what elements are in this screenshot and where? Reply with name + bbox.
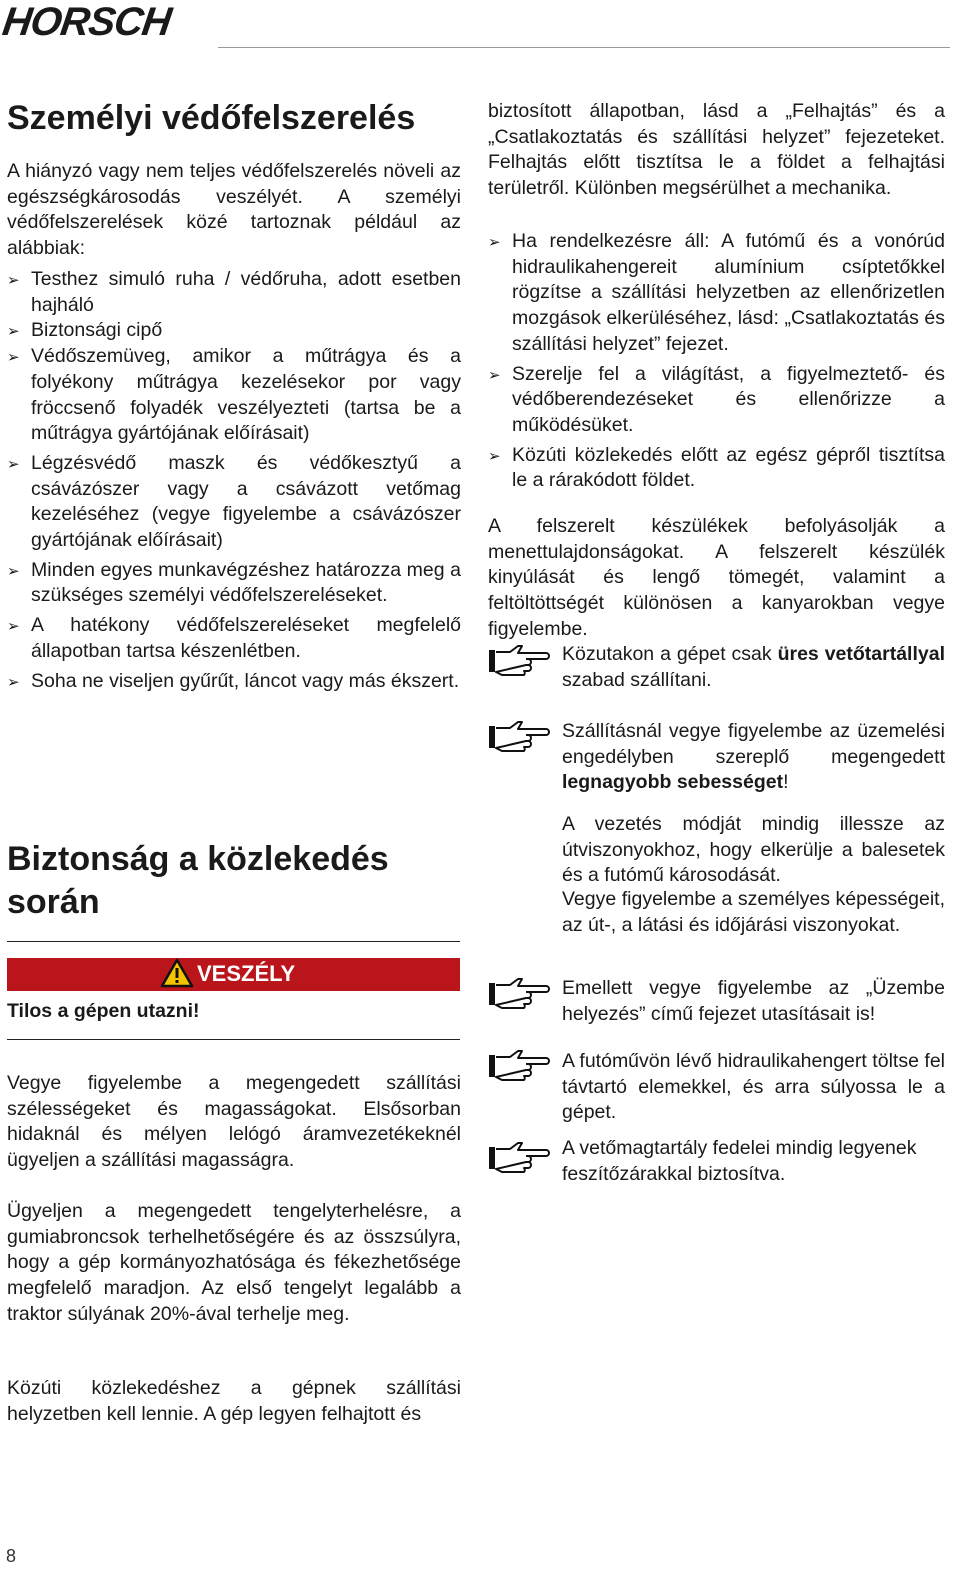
arrow-icon: ➢ <box>7 562 20 580</box>
hint-driving-style: A vezetés módját mindig illessze az útviszonyokhoz, hogy elkerülje a balesetek és a futómű károsodását. <box>562 813 945 887</box>
list-item: ➢ A hatékony védőfelszereléseket megfelelő állapotban tartsa készenlétben. <box>7 614 461 662</box>
danger-bottom-rule <box>7 1039 460 1040</box>
hint-personal-abilities: Vegye figyelembe a személyes képességeit, az út-, a látási és időjárási viszonyokat. <box>562 888 945 936</box>
pointing-hand-icon <box>488 1049 550 1083</box>
hint-max-speed: Szállításnál vegye figyelembe az üzemelési engedélyben szereplő megengedett legnagyobb sebességet! <box>562 720 945 794</box>
arrow-icon: ➢ <box>488 366 501 384</box>
list-item: ➢ Védőszemüveg, amikor a műtrágya és a folyékony műtrágya kezelésekor por vagy fröccsenő folyadék veszélyezteti (tartsa be a műtrágya gyártójának előírásait) <box>7 345 461 445</box>
heading-traffic-line2: során <box>7 883 100 921</box>
list-item: ➢ Szerelje fel a világítást, a figyelmeztető- és védőberendezéseket és ellenőrizze a működésüket. <box>488 362 945 436</box>
paragraph-dimensions: Vegye figyelembe a megengedett szállítási szélességeket és magasságokat. Elsősorban hidaknál és mélyen lelógó áramvezetékeknél ügyeljen a szállítási magasságra. <box>7 1072 461 1172</box>
paragraph-handling: A felszerelt készülékek befolyásolják a menettulajdonságokat. A felszerelt készülék kinyúlását és lengő tömegét, valamint a feltöltöttségét különösen a kanyarokban vegye figyelembe. <box>488 515 945 640</box>
heading-ppe: Személyi védőfelszerelés <box>7 99 416 137</box>
ppe-list <box>7 267 461 694</box>
pointing-hand-icon <box>488 977 550 1011</box>
hint-empty-tank: Közutakon a gépet csak üres vetőtartállyal szabad szállítani. <box>562 643 945 691</box>
danger-text: Tilos a gépen utazni! <box>7 1000 200 1022</box>
right-continuation: biztosított állapotban, lásd a „Felhajtás” és a „Csatlakoztatás és szállítási helyzet” fejezeteket. Felhajtás előtt tisztítsa le a földet a felhajtási területről. Különben megsérülhet a mechanika. <box>488 100 945 200</box>
horsch-logo: HORSCH <box>0 0 174 44</box>
pointing-hand-icon <box>488 1141 550 1175</box>
hint-seed-tank-lids: A vetőmagtartály fedelei mindig legyenek feszítőzárakkal biztosítva. <box>562 1137 917 1185</box>
arrow-icon: ➢ <box>7 349 20 367</box>
heading-traffic-line1: Biztonság a közlekedés <box>7 840 389 878</box>
list-item: ➢ Ha rendelkezésre áll: A futómű és a vonórúd hidraulikahengereit alumínium csíptetőkkel rögzítse a szállítási helyzetben az ellenőrizetlen mozgások elkerüléséhez, lásd: „Csatlakoztatás és szállítási helyzet” fejezet. <box>488 230 945 355</box>
arrow-icon: ➢ <box>488 447 501 465</box>
paragraph-axle-load: Ügyeljen a megengedett tengelyterhelésre, a gumiabroncsok terhelhetőségére és az összsúlyra, hogy a gép kormányozhatósága és fékezhetősége megfelelő maradjon. Az első tengelyt legalább a traktor súlyának 20%-ával terhelje meg. <box>7 1200 461 1325</box>
arrow-icon: ➢ <box>7 323 20 341</box>
pointing-hand-icon <box>488 644 550 678</box>
hint-hydraulic-spacers: A futóművön lévő hidraulikahengert töltse fel távtartó elemekkel, és arra súlyossa le a gépet. <box>562 1050 945 1124</box>
page-number: 8 <box>6 1546 17 1566</box>
paragraph-transport-position: Közúti közlekedéshez a gépnek szállítási helyzetben kell lennie. A gép legyen felhajtott és <box>7 1377 461 1425</box>
arrow-icon: ➢ <box>488 234 501 251</box>
arrow-icon: ➢ <box>7 673 20 691</box>
list-item: ➢ Közúti közlekedés előtt az egész gépről tisztítsa le a rárakódott földet. <box>488 443 945 492</box>
warning-triangle-icon <box>160 958 194 988</box>
arrow-icon: ➢ <box>7 272 20 289</box>
transport-list <box>488 229 945 494</box>
arrow-icon: ➢ <box>7 455 20 473</box>
arrow-icon: ➢ <box>7 618 20 636</box>
ppe-intro: A hiányzó vagy nem teljes védőfelszerelés növeli az egészségkárosodás veszélyét. A személyi védőfelszerelések közé tartoznak például az alábbiak: <box>7 160 461 260</box>
pointing-hand-icon <box>488 720 550 754</box>
danger-top-rule <box>7 941 460 942</box>
hint-commissioning: Emellett vegye figyelembe az „Üzembe helyezés” című fejezet utasításait is! <box>562 977 945 1025</box>
list-item: ➢ Biztonsági cipő <box>7 318 461 344</box>
danger-label: VESZÉLY <box>197 961 296 986</box>
header-divider <box>218 47 950 48</box>
list-item: ➢ Légzésvédő maszk és védőkesztyű a csávázószer vagy a csávázott vetőmag kezeléséhez (vegye figyelembe a csávázószer gyártójának előírásait) <box>7 451 461 552</box>
list-item: ➢ Soha ne viseljen gyűrűt, láncot vagy más ékszert. <box>7 669 461 695</box>
list-item: ➢ Minden egyes munkavégzéshez határozza meg a szükséges személyi védőfelszereléseket. <box>7 558 461 607</box>
list-item: ➢ Testhez simuló ruha / védőruha, adott esetben hajháló <box>7 268 461 316</box>
